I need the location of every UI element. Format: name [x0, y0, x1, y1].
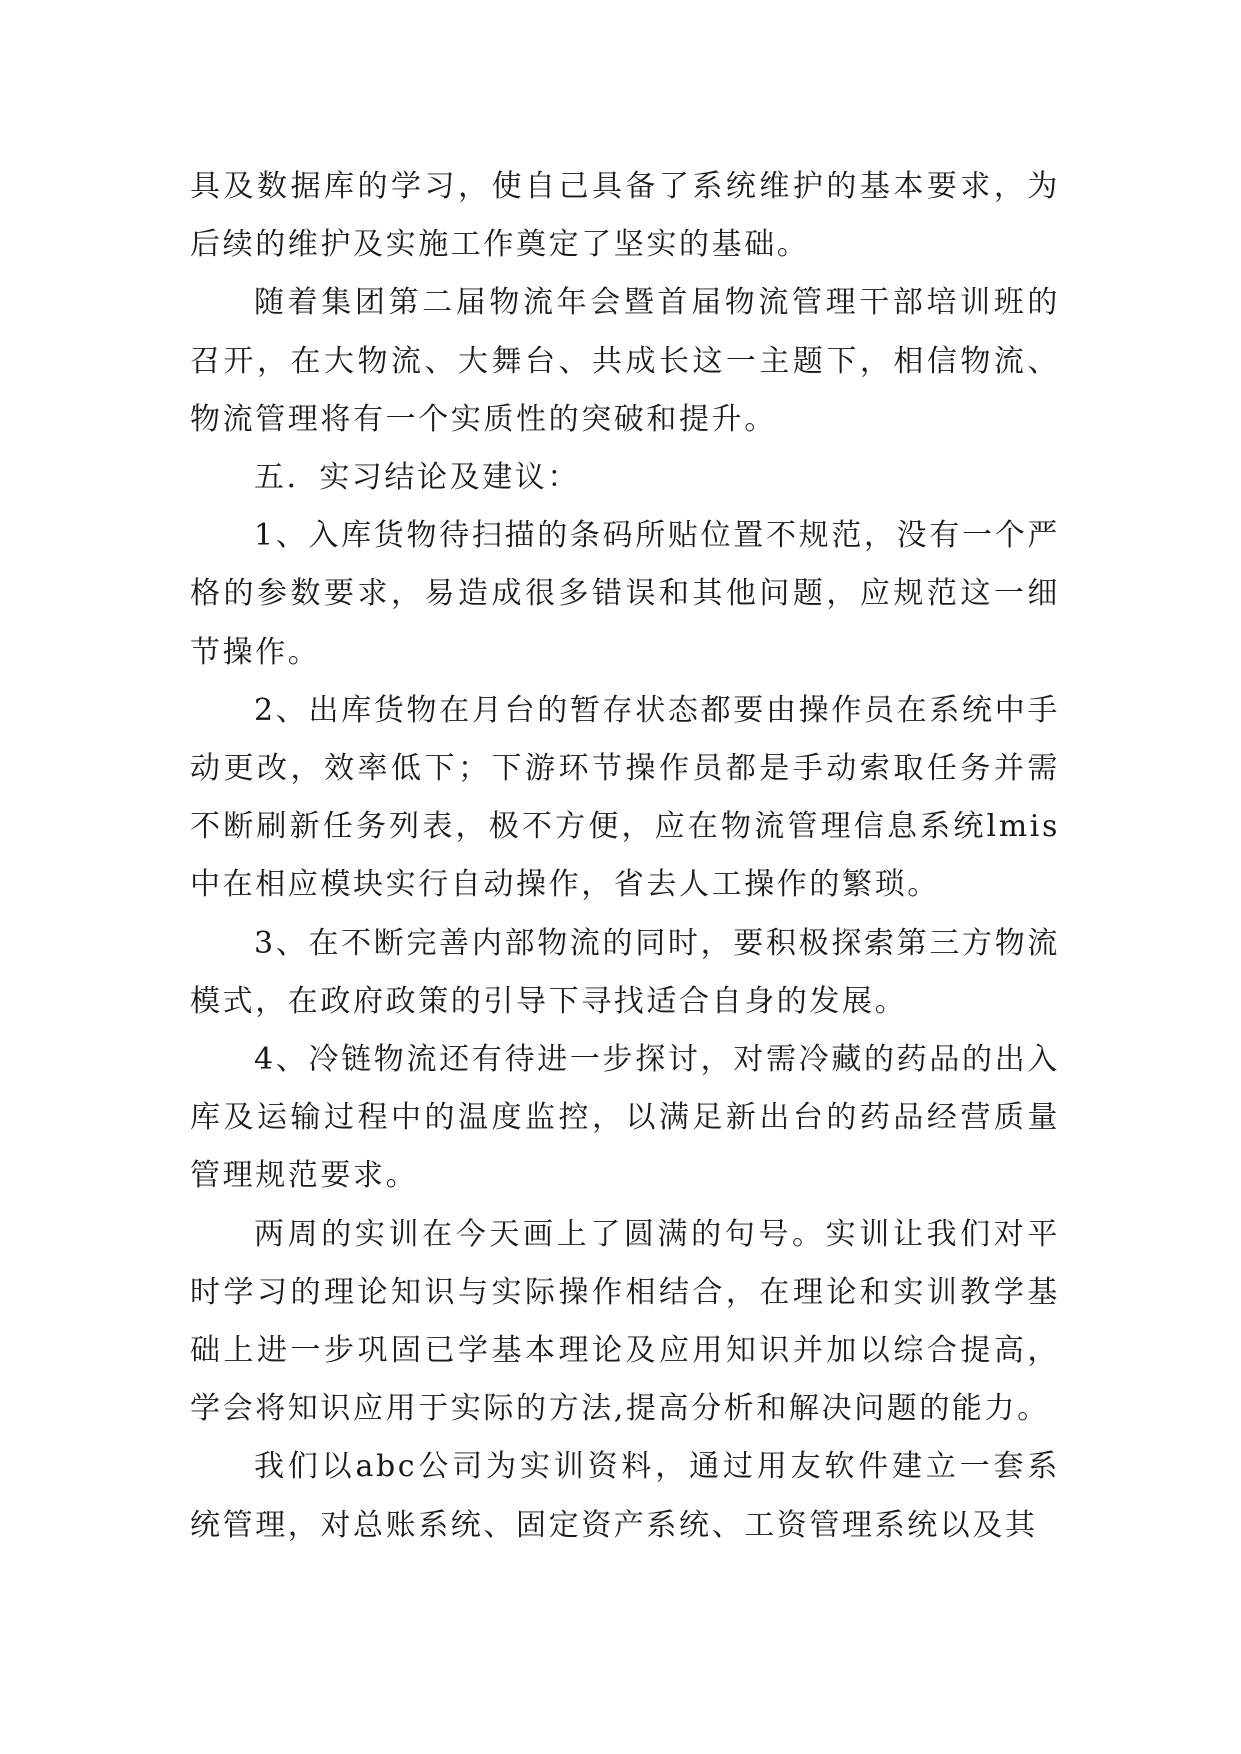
paragraph-training-summary: 两周的实训在今天画上了圆满的句号。实训让我们对平时学习的理论知识与实际操作相结合，在理论和实训教学基础上进一步巩固已学基本理论及应用知识并加以综合提高，学会将知识应用于实际的方法,提高分析和解决问题的能力。: [190, 1216, 1060, 1427]
document-body: [190, 158, 1060, 1555]
suggestion-item-4: 4、冷链物流还有待进一步探讨，对需冷藏的药品的出入库及运输过程中的温度监控，以满足新出台的药品经营质量管理规范要求。: [190, 1042, 1060, 1194]
section-heading-conclusions: 五．实习结论及建议：: [254, 460, 580, 496]
suggestion-item-3: 3、在不断完善内部物流的同时，要积极探索第三方物流模式，在政府政策的引导下寻找适合自身的发展。: [190, 925, 1060, 1019]
suggestion-item-1: 1、入库货物待扫描的条码所贴位置不规范，没有一个严格的参数要求，易造成很多错误和其他问题，应规范这一细节操作。: [190, 518, 1060, 670]
paragraph-continued: 具及数据库的学习，使自己具备了系统维护的基本要求，为后续的维护及实施工作奠定了坚实的基础。: [190, 169, 1060, 263]
suggestion-item-2: 2、出库货物在月台的暂存状态都要由操作员在系统中手动更改，效率低下；下游环节操作员都是手动索取任务并需不断刷新任务列表，极不方便，应在物流管理信息系统lmis中在相应模块实行自动操作，省去人工操作的繁琐。: [190, 692, 1060, 903]
paragraph-abc-company: 我们以abc公司为实训资料，通过用友软件建立一套系统管理，对总账系统、固定资产系统、工资管理系统以及其: [190, 1449, 1060, 1543]
paragraph-logistics-conference: 随着集团第二届物流年会暨首届物流管理干部培训班的召开，在大物流、大舞台、共成长这一主题下，相信物流、物流管理将有一个实质性的突破和提升。: [190, 285, 1060, 437]
